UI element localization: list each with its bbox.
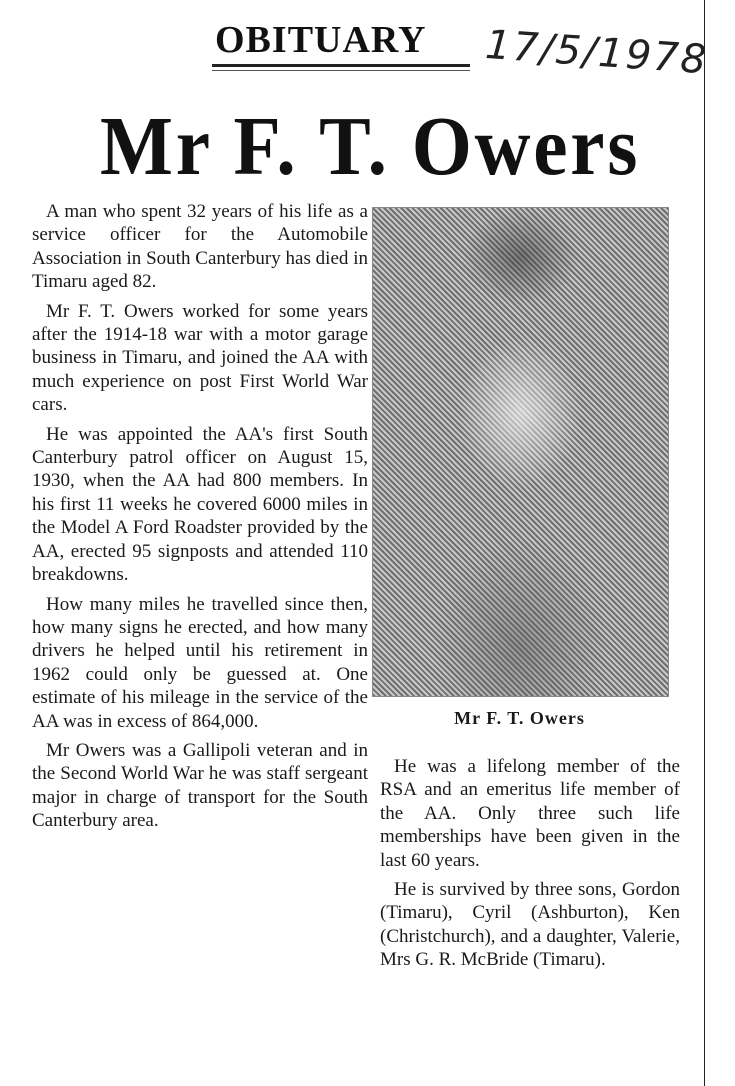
article-paragraph: He is survived by three sons, Gordon (Timaru), Cyril (Ashburton), Ken (Christchurch), and a daughter, Valerie, Mrs G. R. McBride (Timaru). bbox=[380, 879, 680, 971]
section-heading: OBITUARY bbox=[215, 19, 427, 61]
article-left-column bbox=[32, 200, 368, 839]
headline: Mr F. T. Owers bbox=[100, 100, 641, 193]
article-paragraph: He was appointed the AA's first South Canterbury patrol officer on August 15, 1930, when the AA had 800 members. In his first 11 weeks he covered 6000 miles in the Model A Ford Roadster provided by the AA, erected 95 signposts and attended 110 breakdowns. bbox=[32, 423, 368, 586]
article-right-column bbox=[380, 755, 680, 978]
heading-underline-thin bbox=[212, 70, 470, 71]
portrait-photo bbox=[372, 207, 669, 697]
handwritten-date: 17/5/1978 bbox=[483, 22, 710, 84]
article-paragraph: Mr Owers was a Gallipoli veteran and in the Second World War he was staff sergeant major in charge of transport for the South Canterbury area. bbox=[32, 739, 368, 832]
article-paragraph: A man who spent 32 years of his life as a service officer for the Automobile Association in South Canterbury has died in Timaru aged 82. bbox=[32, 201, 368, 293]
clipping-edge-line bbox=[704, 0, 705, 1086]
article-paragraph: How many miles he travelled since then, how many signs he erected, and how many drivers he helped until his retirement in 1962 could only be guessed at. One estimate of his mileage in the service of the AA was in excess of 864,000. bbox=[32, 593, 368, 732]
article-paragraph: He was a lifelong member of the RSA and an emeritus life member of the AA. Only three such life memberships have been given in the last 60 years. bbox=[380, 756, 680, 871]
article-paragraph: Mr F. T. Owers worked for some years after the 1914-18 war with a motor garage business in Timaru, and joined the AA with much experience on post First World War cars. bbox=[32, 300, 368, 416]
heading-underline bbox=[212, 64, 470, 67]
photo-caption: Mr F. T. Owers bbox=[454, 708, 585, 728]
